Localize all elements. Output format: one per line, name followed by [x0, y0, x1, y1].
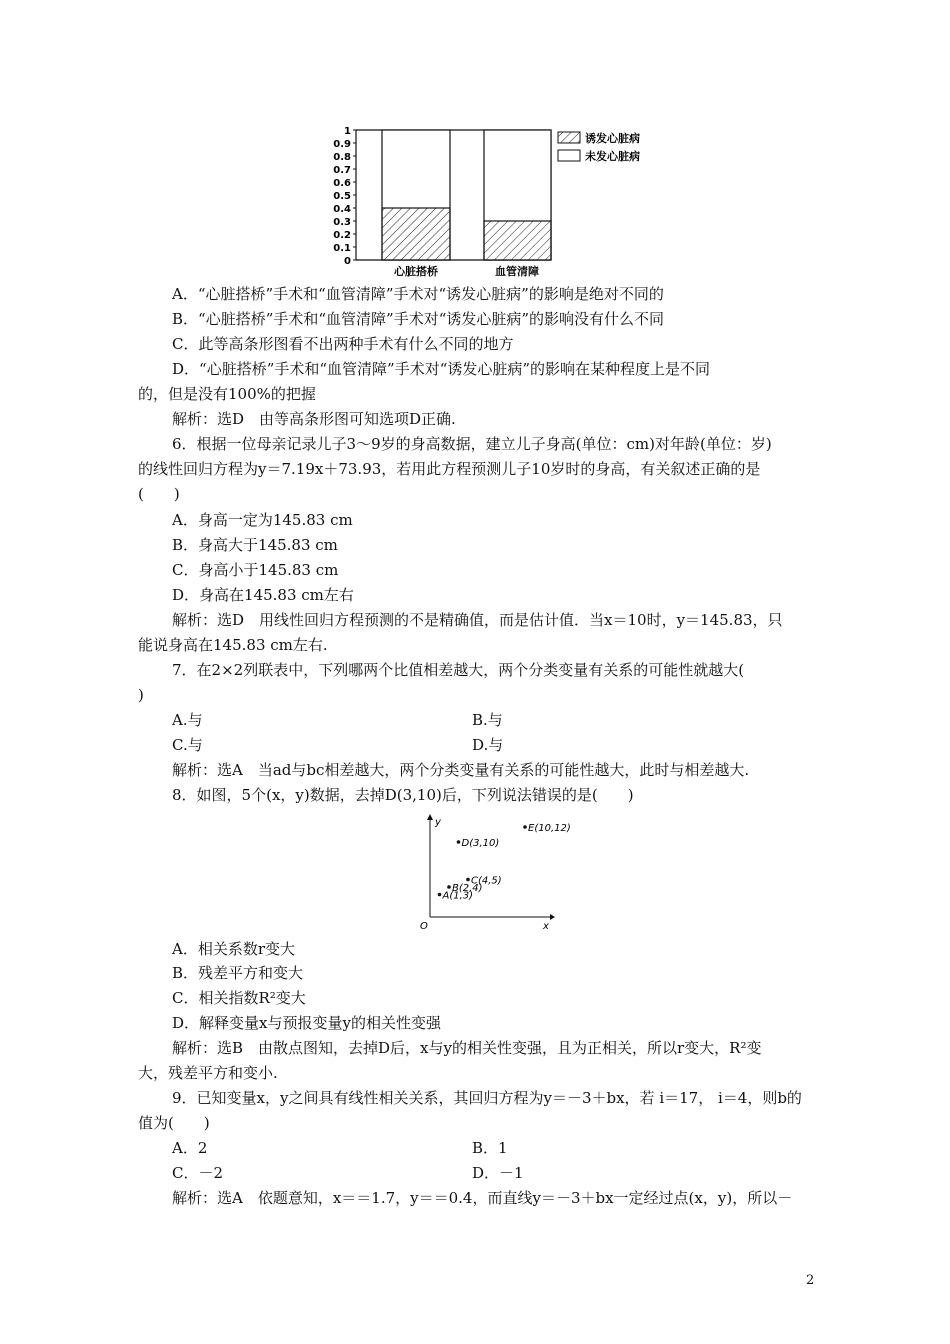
q7-option-a: A.与	[172, 711, 203, 729]
q6-stem-line2: 的线性回归方程为y＝7.19x＋73.93，若用此方程预测儿子10岁时的身高，有关叙述正确的是	[138, 460, 761, 478]
scatter-y-arrow	[427, 814, 433, 820]
q7-option-d: D.与	[472, 736, 504, 754]
y-tick-label: 0.6	[333, 178, 351, 189]
scatter-point	[466, 878, 470, 882]
scatter-y-label: y	[435, 817, 441, 828]
q8-option-d: D．解释变量x与预报变量y的相关性变强	[172, 1014, 441, 1032]
q5-option-d-line2: 的，但是没有100%的把握	[138, 385, 316, 403]
q8-answer-line1: 解析：选B 由散点图知，去掉D后，x与y的相关性变强，且为正相关，所以r变大，R²变	[172, 1039, 762, 1057]
legend-swatch-empty	[558, 150, 580, 161]
y-tick-label: 0	[344, 256, 351, 267]
scatter-point-label: C(4,5)	[471, 875, 502, 887]
q8-answer-line2: 大，残差平方和变小.	[138, 1064, 278, 1082]
q6-option-c: C．身高小于145.83 cm	[172, 561, 339, 579]
q6-stem-line1: 6．根据一位母亲记录儿子3～9岁的身高数据，建立儿子身高(单位：cm)对年龄(单位：岁)	[172, 435, 772, 453]
scatter-point-label: B(2,4)	[452, 883, 483, 894]
y-tick-label: 0.4	[333, 204, 351, 215]
q9-option-a: A．2	[172, 1139, 208, 1157]
q9-option-d: D．－1	[472, 1164, 524, 1182]
scatter-origin-label: O	[420, 921, 428, 932]
q5-answer: 解析：选D 由等高条形图可知选项D正确.	[172, 410, 456, 428]
q9-option-b: B．1	[472, 1139, 508, 1157]
legend-label-empty: 未发心脏病	[585, 150, 640, 163]
scatter-point	[447, 885, 451, 889]
y-tick-label: 0.9	[333, 139, 351, 150]
q6-answer-line2: 能说身高在145.83 cm左右.	[138, 636, 328, 654]
q6-option-d: D．身高在145.83 cm左右	[172, 586, 354, 604]
scatter-x-label: x	[543, 921, 549, 932]
legend-label-hatched: 诱发心脏病	[585, 132, 640, 145]
q8-option-a: A．相关系数r变大	[172, 940, 296, 958]
scatter-x-arrow	[550, 914, 555, 920]
q5-option-a: A．“心脏搭桥”手术和“血管清障”手术对“诱发心脏病”的影响是绝对不同的	[172, 285, 664, 303]
q7-answer: 解析：选A 当ad与bc相差越大，两个分类变量有关系的可能性越大，此时与相差越大.	[172, 761, 750, 779]
q5-option-b: B．“心脏搭桥”手术和“血管清障”手术对“诱发心脏病”的影响没有什么不同	[172, 310, 665, 328]
y-tick-label: 0.3	[333, 217, 351, 228]
q9-option-c: C．－2	[172, 1164, 224, 1182]
bar-2-hatched	[484, 221, 551, 260]
q7-option-b: B.与	[472, 711, 503, 729]
category-label-1: 心脏搭桥	[394, 265, 438, 278]
y-tick-label: 0.5	[333, 191, 351, 202]
y-tick-label: 0.7	[333, 165, 351, 176]
y-tick-label: 1	[344, 126, 351, 137]
q8-option-b: B．残差平方和变大	[172, 964, 304, 982]
q8-stem: 8．如图，5个(x，y)数据，去掉D(3,10)后，下列说法错误的是( )	[172, 786, 634, 804]
y-tick-label: 0.8	[333, 152, 351, 163]
q6-option-b: B．身高大于145.83 cm	[172, 536, 338, 554]
q6-answer-line1: 解析：选D 用线性回归方程预测的不是精确值，而是估计值．当x＝10时，y＝145.83，只	[172, 611, 783, 629]
q5-option-c: C．此等高条形图看不出两种手术有什么不同的地方	[172, 335, 514, 353]
scatter-point	[438, 893, 442, 897]
scatter-point	[457, 840, 461, 844]
bar-1-hatched	[382, 208, 450, 260]
q7-option-c: C.与	[172, 736, 203, 754]
page-number: 2	[806, 1273, 815, 1288]
q7-stem-line2: )	[138, 686, 144, 704]
scatter-point	[523, 825, 527, 829]
q9-stem-line1: 9．已知变量x，y之间具有线性相关关系，其回归方程为y＝－3＋bx，若 i＝17， i＝4，则b的	[172, 1089, 802, 1107]
q8-option-c: C．相关指数R²变大	[172, 989, 306, 1007]
q5-option-d-line1: D．“心脏搭桥”手术和“血管清障”手术对“诱发心脏病”的影响在某种程度上是不同	[172, 360, 711, 378]
category-label-2: 血管清障	[495, 265, 539, 278]
q7-stem-line1: 7．在2×2列联表中，下列哪两个比值相差越大，两个分类变量有关系的可能性就越大(	[172, 661, 745, 679]
q6-option-a: A．身高一定为145.83 cm	[172, 511, 353, 529]
scatter-point-label: A(1,3)	[442, 890, 474, 902]
scatter-point-label: D(3,10)	[461, 838, 500, 849]
q9-stem-line2: 值为( )	[138, 1114, 210, 1132]
scatter-plot	[415, 810, 571, 935]
y-tick-label: 0.1	[333, 243, 351, 254]
q9-answer: 解析：选A 依题意知，x＝＝1.7，y＝＝0.4，而直线y＝－3＋bx一定经过点(x，y)，所以－	[172, 1189, 793, 1207]
stacked-bar-chart	[320, 120, 680, 282]
q6-stem-line3: ( )	[138, 485, 180, 503]
legend-swatch-hatched	[558, 132, 580, 143]
scatter-point-label: E(10,12)	[528, 823, 571, 834]
y-tick-label: 0.2	[333, 230, 351, 241]
